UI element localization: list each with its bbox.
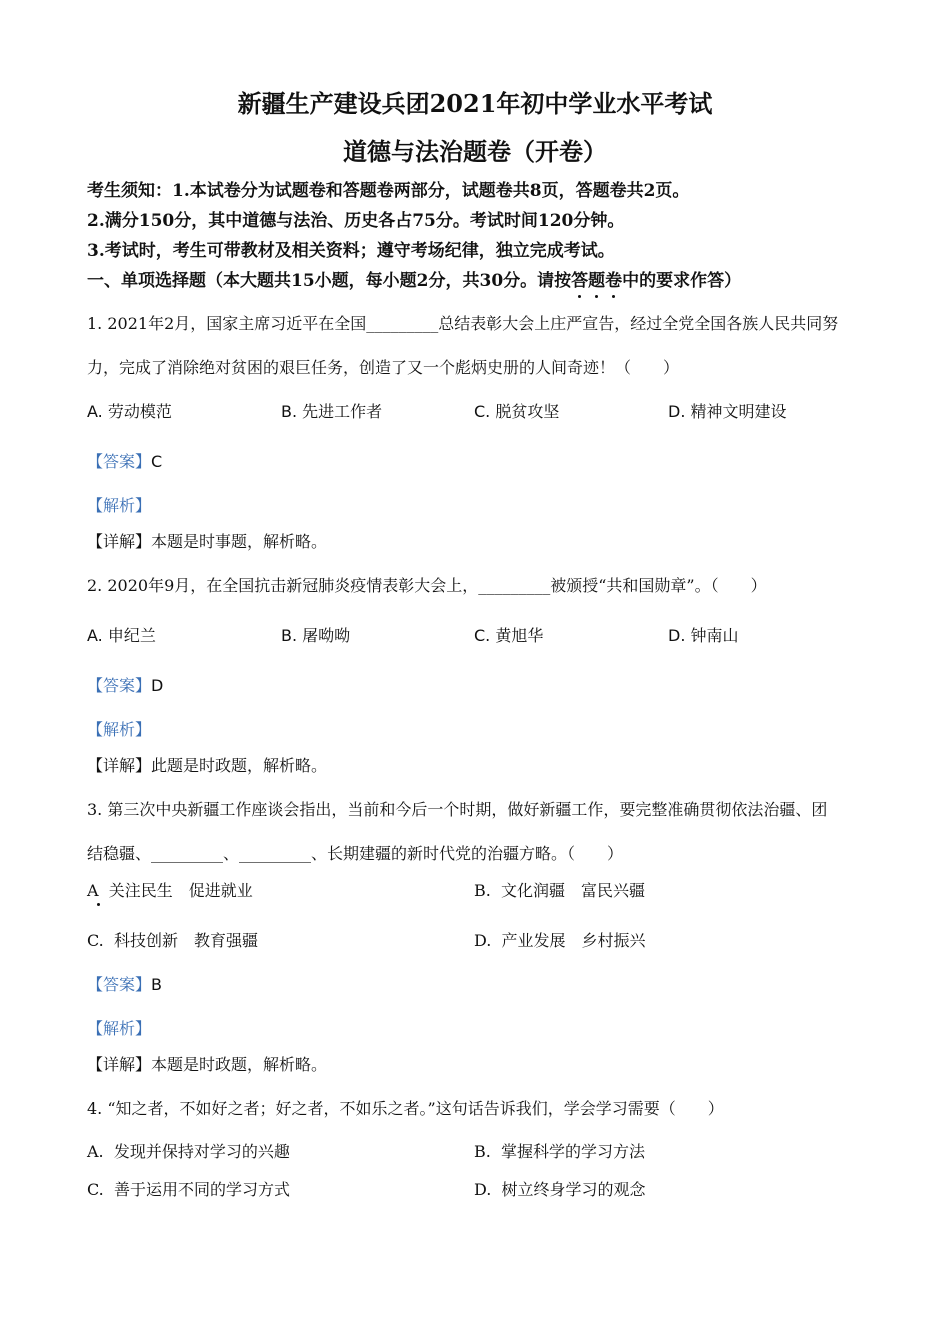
question-4-option-c: C. 善于运用不同的学习方式 xyxy=(87,1180,290,1199)
question-1-option-c: C. 脱贫攻坚 xyxy=(474,402,560,421)
page-title: 新疆生产建设兵团2021年初中学业水平考试 xyxy=(237,89,713,118)
notice-line-1: 考生须知：1.本试卷分为试题卷和答题卷两部分，试题卷共8页，答题卷共2页。 xyxy=(87,181,690,201)
section-heading-post: 中的要求作答） xyxy=(622,271,742,291)
question-2-option-b: B. 屠呦呦 xyxy=(281,626,351,645)
question-3-option-c: C. 科技创新 教育强疆 xyxy=(87,931,258,950)
section-heading xyxy=(87,266,741,291)
question-3-analysis-label: 【解析】 xyxy=(87,1019,152,1038)
question-2-detail: 【详解】此题是时政题，解析略。 xyxy=(87,756,328,775)
question-2-analysis-label: 【解析】 xyxy=(87,720,152,739)
question-1-option-a: A. 劳动模范 xyxy=(87,402,172,421)
emphasis-char: 卷 xyxy=(605,266,622,291)
question-3-answer: 【答案】B xyxy=(87,975,162,994)
question-2-answer: 【答案】D xyxy=(87,676,164,695)
notice-line-2: 2.满分150分，其中道德与法治、历史各占75分。考试时间120分钟。 xyxy=(87,211,625,231)
question-3-option-b: B. 文化润疆 富民兴疆 xyxy=(474,881,646,900)
question-3-detail: 【详解】本题是时政题，解析略。 xyxy=(87,1055,328,1074)
question-2-option-c: C. 黄旭华 xyxy=(474,626,544,645)
question-1-line-2: 力，完成了消除绝对贫困的艰巨任务，创造了又一个彪炳史册的人间奇迹！（ ） xyxy=(87,358,680,377)
bullet-dot xyxy=(97,903,100,906)
question-1-option-b: B. 先进工作者 xyxy=(281,402,383,421)
question-1-analysis-label: 【解析】 xyxy=(87,496,152,515)
emphasis-dot xyxy=(612,295,615,298)
emphasis-dot xyxy=(595,295,598,298)
emphasis-char: 题 xyxy=(588,266,605,291)
emphasis-dot xyxy=(578,295,581,298)
question-3-line-1: 3. 第三次中央新疆工作座谈会指出，当前和今后一个时期，做好新疆工作，要完整准确贯彻依法治疆、团 xyxy=(87,800,828,819)
emphasis-char: 答 xyxy=(571,266,588,291)
question-4-option-a: A. 发现并保持对学习的兴趣 xyxy=(87,1142,290,1161)
question-4-line-1: 4. “知之者，不如好之者；好之者，不如乐之者。”这句话告诉我们，学会学习需要（ ） xyxy=(87,1099,724,1118)
page-subtitle: 道德与法治题卷（开卷） xyxy=(343,137,607,166)
question-4-option-b: B. 掌握科学的学习方法 xyxy=(474,1142,646,1161)
question-3-option-d: D. 产业发展 乡村振兴 xyxy=(474,931,646,950)
question-2-option-d: D. 钟南山 xyxy=(668,626,739,645)
notice-line-3: 3.考试时，考生可带教材及相关资料；遵守考场纪律，独立完成考试。 xyxy=(87,241,615,261)
section-heading-pre: 一、单项选择题（本大题共15小题，每小题2分，共30分。请按 xyxy=(87,271,572,291)
question-1-line-1: 1. 2021年2月，国家主席习近平在全国_________总结表彰大会上庄严宣告，经过全党全国各族人民共同努 xyxy=(87,314,839,333)
question-1-answer: 【答案】C xyxy=(87,452,163,471)
question-1-detail: 【详解】本题是时事题，解析略。 xyxy=(87,532,328,551)
question-2-line-1: 2. 2020年9月，在全国抗击新冠肺炎疫情表彰大会上，_________被颁授“共和国勋章”。（ ） xyxy=(87,576,767,595)
question-3-option-a: A 关注民生 促进就业 xyxy=(87,881,253,900)
question-3-line-2: 结稳疆、_________、_________、长期建疆的新时代党的治疆方略。（ ） xyxy=(87,844,624,863)
question-4-option-d: D. 树立终身学习的观念 xyxy=(474,1180,646,1199)
question-2-option-a: A. 申纪兰 xyxy=(87,626,156,645)
question-1-option-d: D. 精神文明建设 xyxy=(668,402,787,421)
